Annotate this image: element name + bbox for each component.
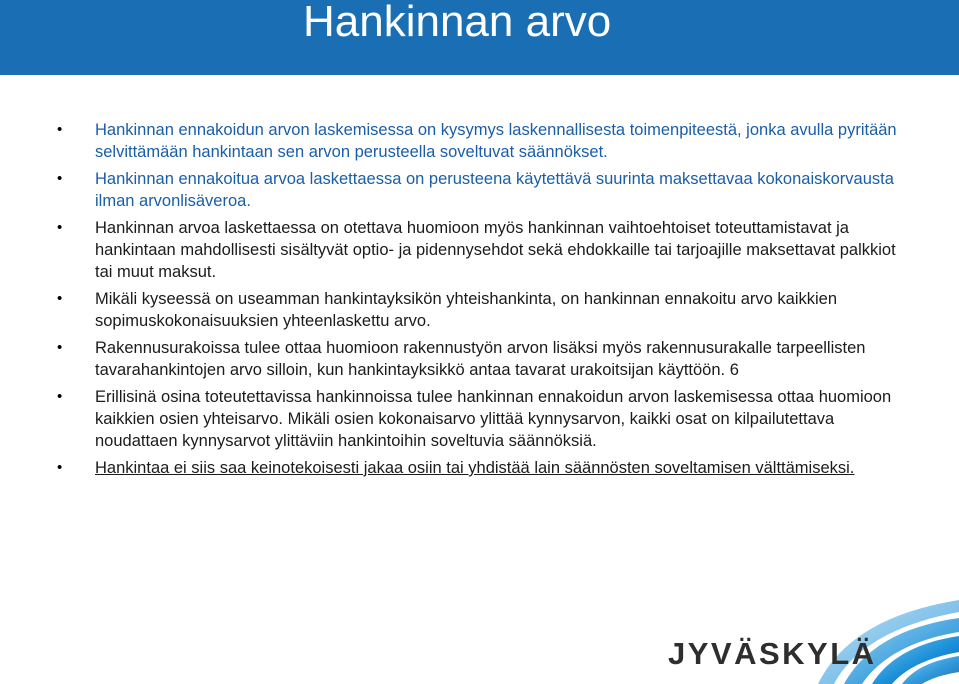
bullet-text: Hankintaa ei siis saa keinotekoisesti jakaa osiin tai yhdistää lain säännösten soveltamisen välttämiseksi. [95, 459, 855, 477]
page-title: Hankinnan arvo [303, 0, 612, 46]
bullet-text: Hankinnan ennakoidun arvon laskemisessa on kysymys laskennallisesta toimenpiteestä, jonka avulla pyritään selvittämään hankintaan sen arvon perusteella soveltuvat säännökset. [95, 121, 897, 161]
bullet-text: Erillisinä osina toteutettavissa hankinnoissa tulee hankinnan ennakoidun arvon laskemisessa ottaa huomioon kaikkien osien yhteisarvo. Mikäli osien kokonaisarvo ylittää kynnysarvon, kaikki osat on kilpailutettava noudattaen kynnysarvot ylittäviin hankintoihin soveltuvia säännöksiä. [95, 388, 892, 450]
bullet-text: Hankinnan ennakoitua arvoa laskettaessa on perusteena käytettävä suurinta maksettavaa kokonaiskorvausta ilman arvonlisäveroa. [95, 170, 894, 210]
bullet-marker: • [57, 121, 63, 138]
bullet-marker: • [57, 290, 63, 307]
bullet-text: Mikäli kyseessä on useamman hankintayksikön yhteishankinta, on hankinnan ennakoitu arvo kaikkien sopimuskokonaisuuksien yhteenlaskettu arvo. [95, 290, 838, 330]
bullet-marker: • [57, 170, 63, 187]
bullet-marker: • [57, 219, 63, 236]
bullet-marker: • [57, 388, 63, 405]
jyvaskyla-logo: JYVÄSKYLÄ [668, 636, 877, 671]
bullet-marker: • [57, 339, 63, 356]
bullet-text: Hankinnan arvoa laskettaessa on otettava huomioon myös hankinnan vaihtoehtoiset toteuttamistavat ja hankintaan mahdollisesti sisältyvät optio- ja pidennysehdot sekä ehdokkaille tai tarjoajille maksettavat palkkiot tai muut maksut. [95, 219, 896, 281]
bullet-marker: • [57, 459, 63, 476]
bullet-text: Rakennusurakoissa tulee ottaa huomioon rakennustyön arvon lisäksi myös rakennusurakalle tarpeellisten tavarahankintojen arvo silloin, kun hankintayksikkö antaa tavarat urakoitsijan käyttöön. 6 [95, 339, 866, 379]
